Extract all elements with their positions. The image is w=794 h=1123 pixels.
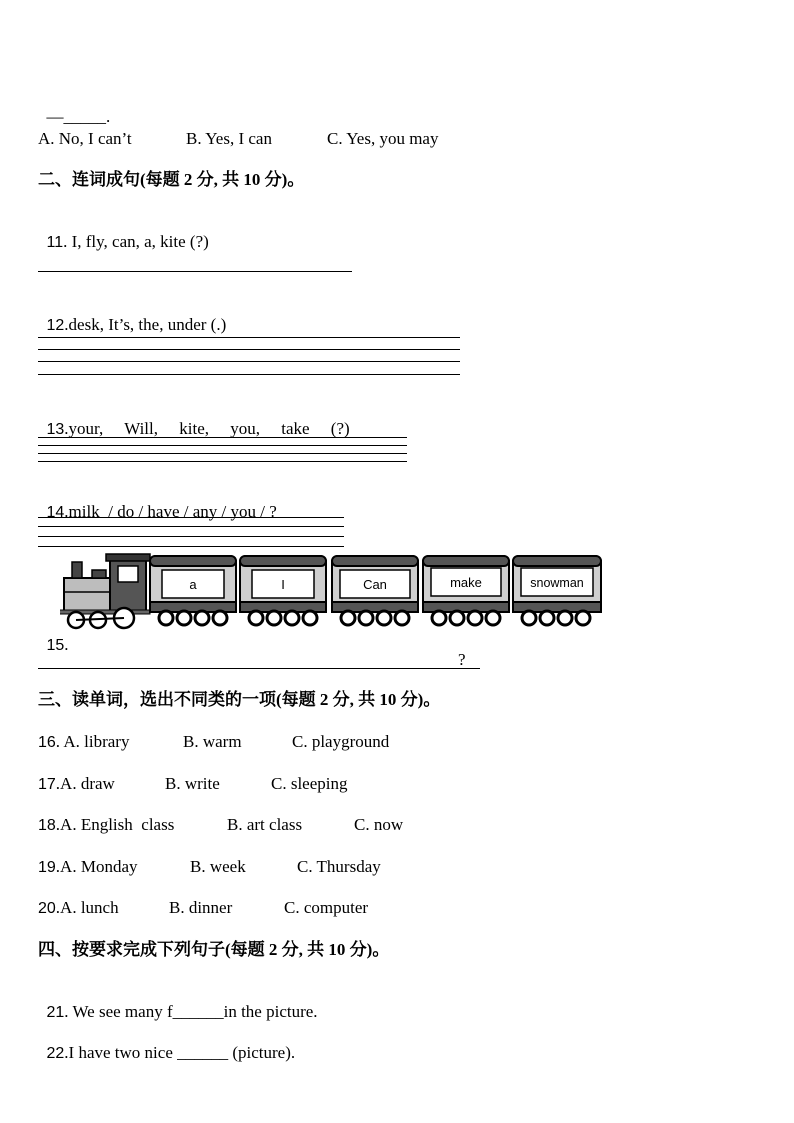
question-text: .desk, It’s, the, under (.) xyxy=(64,315,227,334)
answer-line-11[interactable] xyxy=(38,271,352,272)
writing-line xyxy=(38,517,344,518)
train-car-5 xyxy=(513,556,601,625)
question-text[interactable]: . We see many f______in the picture. xyxy=(64,1002,318,1021)
question-text[interactable]: .I have two nice ______ (picture). xyxy=(64,1043,296,1062)
wheel xyxy=(558,611,572,625)
question-number: 11 xyxy=(46,234,64,251)
option-c[interactable]: C. sleeping xyxy=(271,774,348,793)
q10-answer-line xyxy=(38,87,110,127)
wheel xyxy=(432,611,446,625)
wheel xyxy=(249,611,263,625)
option-c[interactable]: C. Thursday xyxy=(297,857,381,876)
wheel xyxy=(377,611,391,625)
question-number: 16 xyxy=(38,734,56,751)
option-a[interactable] xyxy=(38,898,119,919)
cab-window xyxy=(118,566,138,582)
question-text: .your, Will, kite, you, take (?) xyxy=(64,419,350,438)
wheel xyxy=(450,611,464,625)
wheel xyxy=(195,611,209,625)
answer-line-15[interactable] xyxy=(38,668,480,669)
question-number: 13 xyxy=(46,421,65,438)
option-text: .A. draw xyxy=(55,774,115,793)
question-number: 19 xyxy=(38,859,56,876)
option-a[interactable] xyxy=(38,732,129,753)
question-19 xyxy=(38,857,538,877)
option-b[interactable]: B. Yes, I can xyxy=(186,129,272,148)
section-4-title: 四、按要求完成下列句子(每题 2 分, 共 10 分)。 xyxy=(38,940,390,959)
train-word-5: snowman xyxy=(530,576,584,590)
option-b[interactable]: B. warm xyxy=(183,732,242,751)
question-12 xyxy=(38,295,226,336)
train-word-3: Can xyxy=(363,577,387,592)
question-17 xyxy=(38,774,538,794)
option-c[interactable]: C. computer xyxy=(284,898,369,917)
wheel xyxy=(341,611,355,625)
wheel xyxy=(285,611,299,625)
question-text: .milk / do / have / any / you / ? xyxy=(64,502,277,521)
question-number: 12 xyxy=(46,317,65,334)
wheel xyxy=(159,611,173,625)
question-11 xyxy=(38,212,209,253)
writing-line xyxy=(38,337,460,338)
question-number: 14 xyxy=(46,504,65,521)
question-number: 18 xyxy=(38,817,56,834)
writing-line xyxy=(38,374,460,375)
option-a[interactable] xyxy=(38,815,174,836)
option-text: .A. Monday xyxy=(55,857,138,876)
writing-line xyxy=(38,437,407,438)
writing-line xyxy=(38,461,407,462)
writing-line xyxy=(38,361,460,362)
period-mark: . xyxy=(106,107,111,126)
question-22 xyxy=(38,1023,295,1064)
option-b[interactable]: B. write xyxy=(165,774,220,793)
writing-line xyxy=(38,526,344,527)
question-13 xyxy=(38,399,350,440)
wheel xyxy=(213,611,227,625)
option-c[interactable]: C. Yes, you may xyxy=(327,129,439,148)
train-car-3 xyxy=(332,556,418,625)
option-c[interactable]: C. playground xyxy=(292,732,390,751)
writing-line xyxy=(38,536,344,537)
option-a[interactable]: A. No, I can’t xyxy=(38,129,132,148)
train-car-2 xyxy=(240,556,326,625)
question-mark: ? xyxy=(458,650,466,669)
train-car-4 xyxy=(423,556,509,625)
option-a[interactable] xyxy=(38,857,138,878)
train-word-4: make xyxy=(450,575,482,590)
dash-mark: — xyxy=(46,107,64,126)
question-number: 15 xyxy=(46,637,65,654)
option-text: . A. library xyxy=(55,732,130,751)
answer-blank[interactable]: _____ xyxy=(63,107,106,126)
option-a[interactable] xyxy=(38,774,115,795)
writing-line xyxy=(38,453,407,454)
q10-options xyxy=(38,129,538,149)
question-text: . xyxy=(64,635,69,654)
question-number: 17 xyxy=(38,776,56,793)
wheel xyxy=(486,611,500,625)
option-text: .A. English class xyxy=(55,815,175,834)
wheel xyxy=(540,611,554,625)
question-16 xyxy=(38,732,538,752)
wheel xyxy=(177,611,191,625)
writing-line xyxy=(38,445,407,446)
wheel xyxy=(359,611,373,625)
writing-line xyxy=(38,349,460,350)
dome xyxy=(92,570,106,578)
question-text: . I, fly, can, a, kite (?) xyxy=(63,232,209,251)
option-b[interactable]: B. week xyxy=(190,857,246,876)
wheel xyxy=(576,611,590,625)
train-word-2: I xyxy=(281,577,285,592)
question-number: 22 xyxy=(46,1045,65,1062)
section-2-title: 二、连词成句(每题 2 分, 共 10 分)。 xyxy=(38,170,305,189)
question-18 xyxy=(38,815,538,835)
train-illustration xyxy=(60,552,605,632)
question-20 xyxy=(38,898,538,918)
wheel xyxy=(468,611,482,625)
train-car-1 xyxy=(150,556,236,625)
smokestack xyxy=(72,562,82,578)
option-text: .A. lunch xyxy=(55,898,119,917)
question-number: 20 xyxy=(38,900,56,917)
wheel xyxy=(303,611,317,625)
question-number: 21 xyxy=(46,1004,65,1021)
writing-line xyxy=(38,546,344,547)
wheel xyxy=(395,611,409,625)
locomotive xyxy=(60,554,150,628)
option-b[interactable]: B. art class xyxy=(227,815,303,834)
cab-roof xyxy=(106,554,150,561)
wheel xyxy=(522,611,536,625)
option-b[interactable]: B. dinner xyxy=(169,898,233,917)
train-word-1: a xyxy=(189,577,197,592)
question-21 xyxy=(38,982,318,1023)
section-3-title: 三、读单词，选出不同类的一项(每题 2 分, 共 10 分)。 xyxy=(38,690,441,709)
option-c[interactable]: C. now xyxy=(354,815,404,834)
wheel xyxy=(267,611,281,625)
